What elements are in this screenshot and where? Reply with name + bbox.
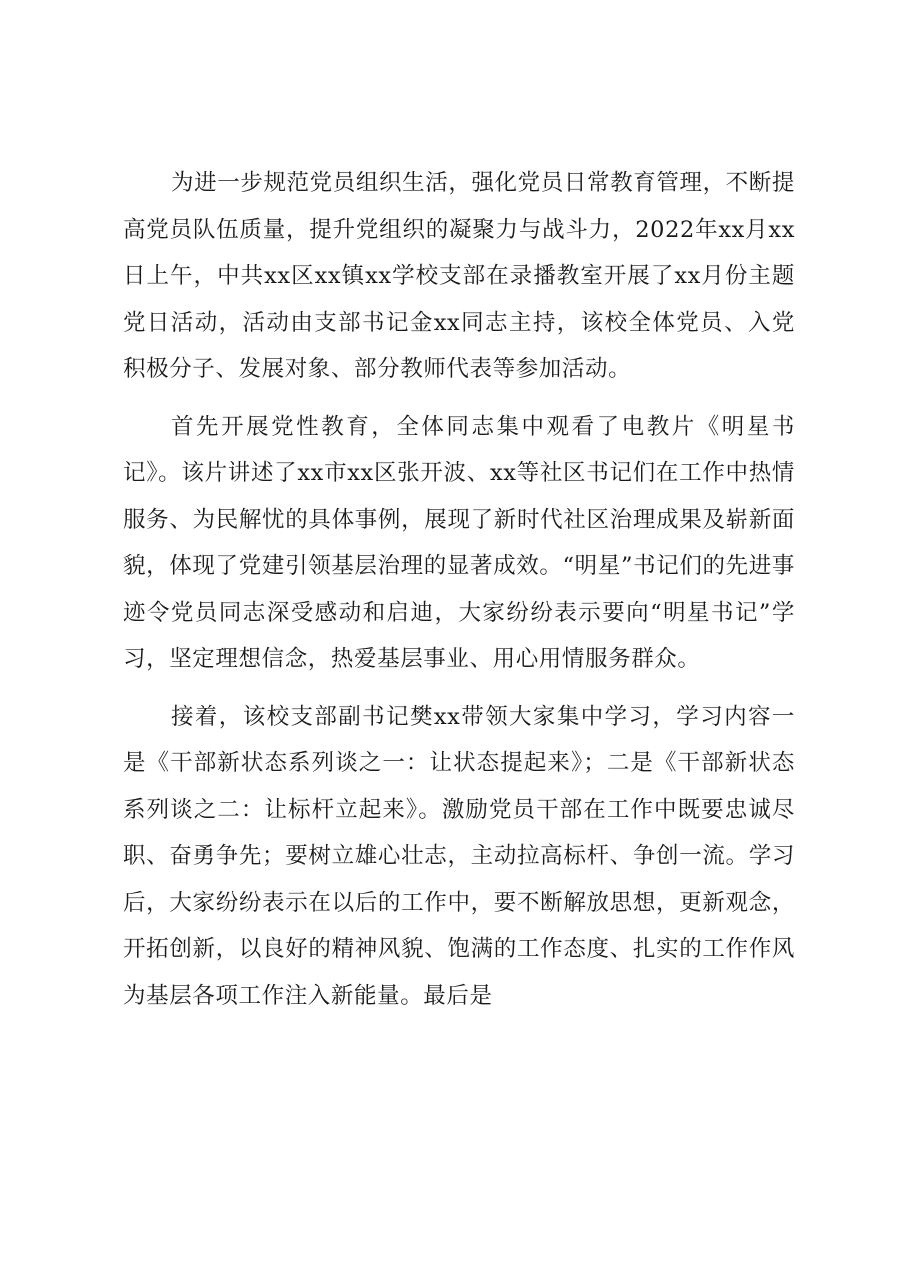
document-body bbox=[123, 160, 795, 1030]
paragraph-group-study: 接着，该校支部副书记樊xx带领大家集中学习，学习内容一是《干部新状态系列谈之一：让状态提起来》；二是《干部新状态系列谈之二：让标杆立起来》。激励党员干部在工作中既要忠诚尽职、奋勇争先；要树立雄心壮志，主动拉高标杆、争创一流。学习后，大家纷纷表示在以后的工作中，要不断解放思想，更新观念，开拓创新，以良好的精神风貌、饱满的工作态度、扎实的工作作风为基层各项工作注入新能量。最后是 bbox=[123, 703, 795, 1009]
paragraph-party-education: 首先开展党性教育，全体同志集中观看了电教片《明星书记》。该片讲述了xx市xx区张开波、xx等社区书记们在工作中热情服务、为民解忧的具体事例，展现了新时代社区治理成果及崭新面貌，体现了党建引领基层治理的显著成效。“明星”书记们的先进事迹令党员同志深受感动和启迪，大家纷纷表示要向“明星书记”学习，坚定理想信念，热爱基层事业、用心用情服务群众。 bbox=[123, 413, 795, 672]
paragraph-intro: 为进一步规范党员组织生活，强化党员日常教育管理，不断提高党员队伍质量，提升党组织的凝聚力与战斗力，2022年xx月xx日上午，中共xx区xx镇xx学校支部在录播教室开展了xx月份主题党日活动，活动由支部书记金xx同志主持，该校全体党员、入党积极分子、发展对象、部分教师代表等参加活动。 bbox=[123, 170, 795, 382]
